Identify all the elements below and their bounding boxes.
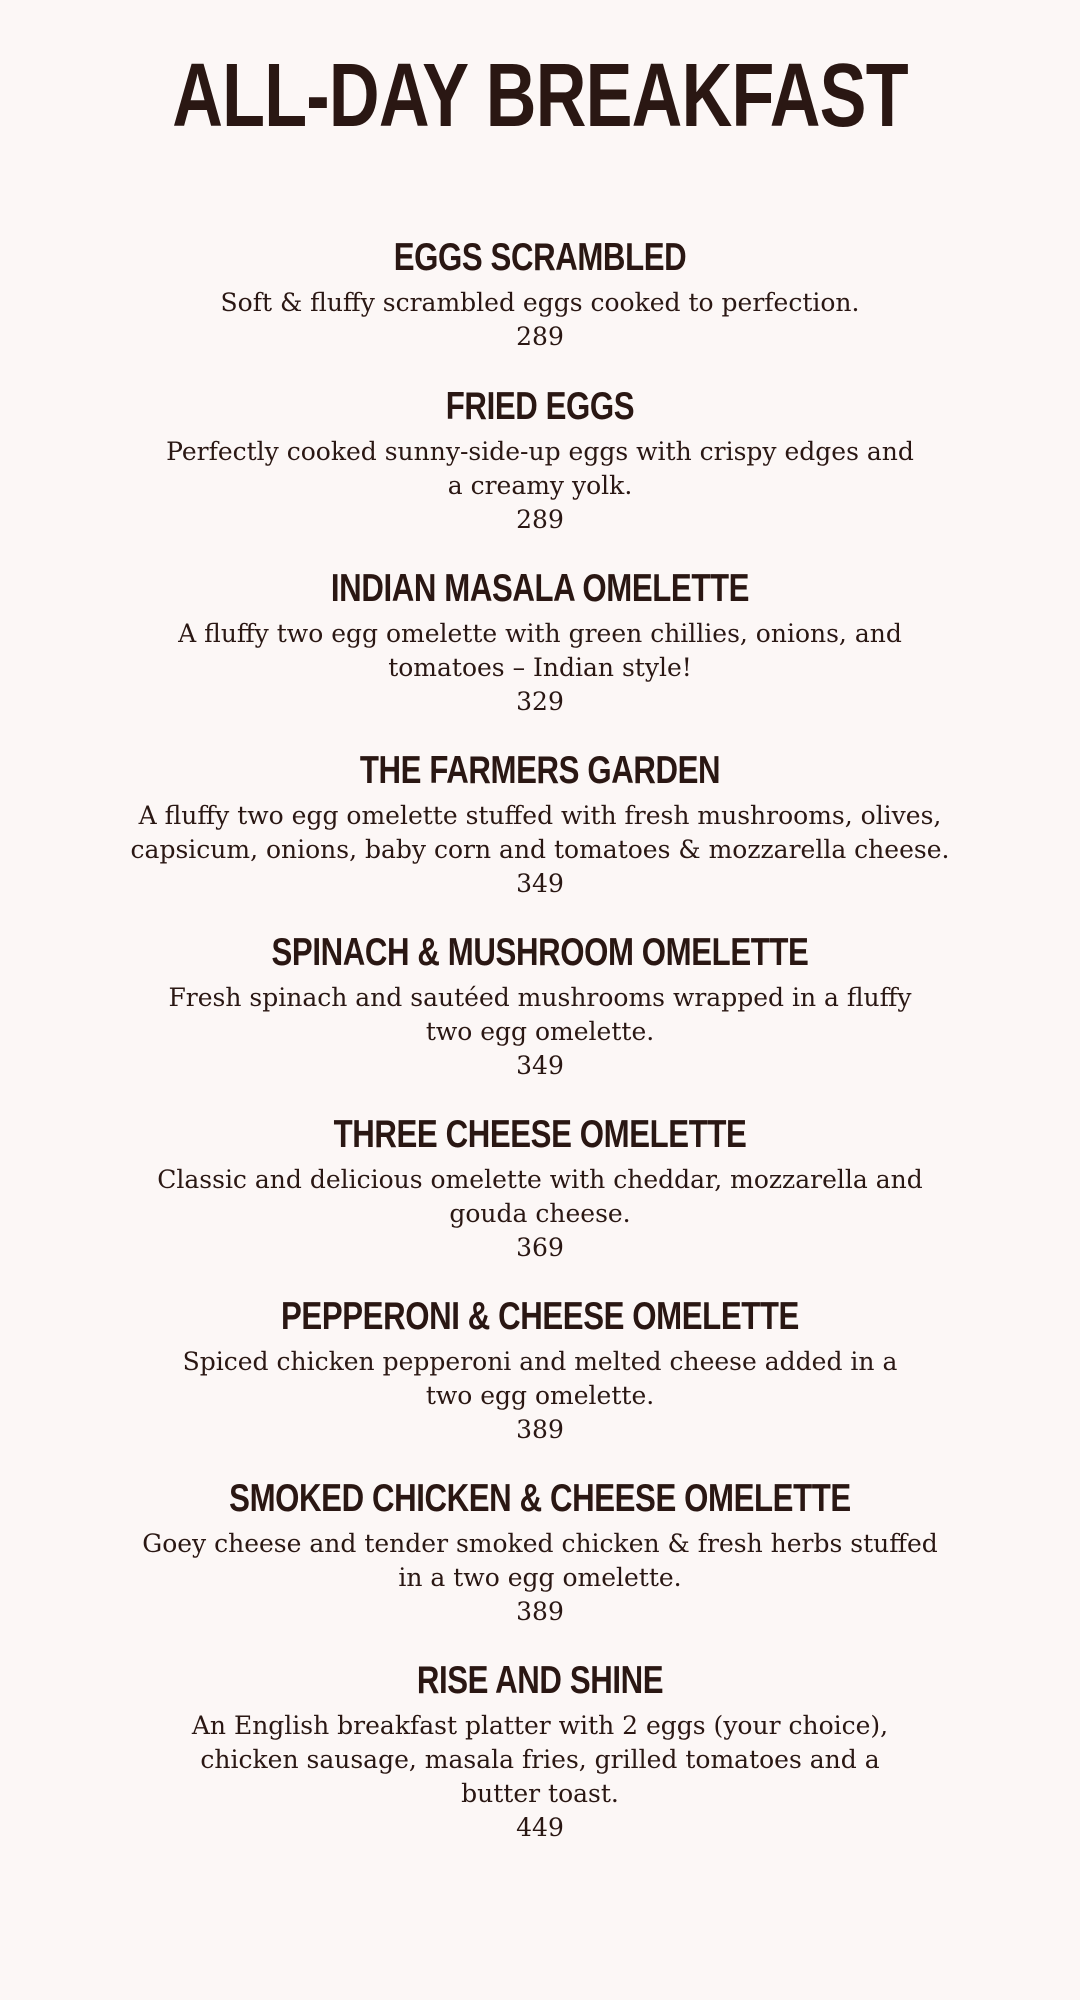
item-price: 289 <box>516 322 564 351</box>
item-name: INDIAN MASALA OMELETTE <box>330 567 750 610</box>
menu-item <box>40 234 1040 354</box>
item-name: PEPPERONI & CHEESE OMELETTE <box>281 1295 799 1338</box>
item-price: 369 <box>516 1233 564 1262</box>
item-name: SMOKED CHICKEN & CHEESE OMELETTE <box>229 1477 851 1520</box>
item-description: A fluffy two egg omelette stuffed with fresh mushrooms, olives, capsicum, onions, baby corn and tomatoes & mozzarella cheese. <box>130 801 950 864</box>
menu-item <box>40 929 1040 1083</box>
menu-title: ALL-DAY BREAKFAST <box>172 46 908 146</box>
menu-item <box>40 1111 1040 1265</box>
menu-item <box>40 565 1040 719</box>
item-description: Spiced chicken pepperoni and melted cheese added in a two egg omelette. <box>182 1347 898 1410</box>
menu-item <box>40 747 1040 901</box>
item-description: A fluffy two egg omelette with green chillies, onions, and tomatoes – Indian style! <box>178 619 902 682</box>
item-price: 349 <box>516 869 564 898</box>
item-description: Soft & fluffy scrambled eggs cooked to perfection. <box>220 288 860 317</box>
item-price: 389 <box>516 1597 564 1626</box>
item-description: Fresh spinach and sautéed mushrooms wrapped in a fluffy two egg omelette. <box>168 983 912 1046</box>
menu-item <box>40 1293 1040 1447</box>
item-price: 449 <box>516 1813 564 1842</box>
item-description: Goey cheese and tender smoked chicken & fresh herbs stuffed in a two egg omelette. <box>142 1529 938 1592</box>
menu-item <box>40 1657 1040 1845</box>
item-price: 329 <box>516 687 564 716</box>
item-price: 349 <box>516 1051 564 1080</box>
item-name: THE FARMERS GARDEN <box>359 749 721 792</box>
item-name: EGGS SCRAMBLED <box>393 236 687 279</box>
item-name: SPINACH & MUSHROOM OMELETTE <box>271 931 809 974</box>
item-description: Perfectly cooked sunny-side-up eggs with crispy edges and a creamy yolk. <box>166 437 914 500</box>
item-name: RISE AND SHINE <box>416 1659 664 1702</box>
item-price: 289 <box>516 505 564 534</box>
menu-item <box>40 1475 1040 1629</box>
item-description: Classic and delicious omelette with cheddar, mozzarella and gouda cheese. <box>157 1165 923 1228</box>
menu-item <box>40 383 1040 537</box>
item-price: 389 <box>516 1415 564 1444</box>
item-description: An English breakfast platter with 2 eggs (your choice), chicken sausage, masala fries, grilled tomatoes and a butter toast. <box>191 1711 889 1808</box>
item-name: THREE CHEESE OMELETTE <box>333 1113 747 1156</box>
item-name: FRIED EGGS <box>445 385 635 428</box>
